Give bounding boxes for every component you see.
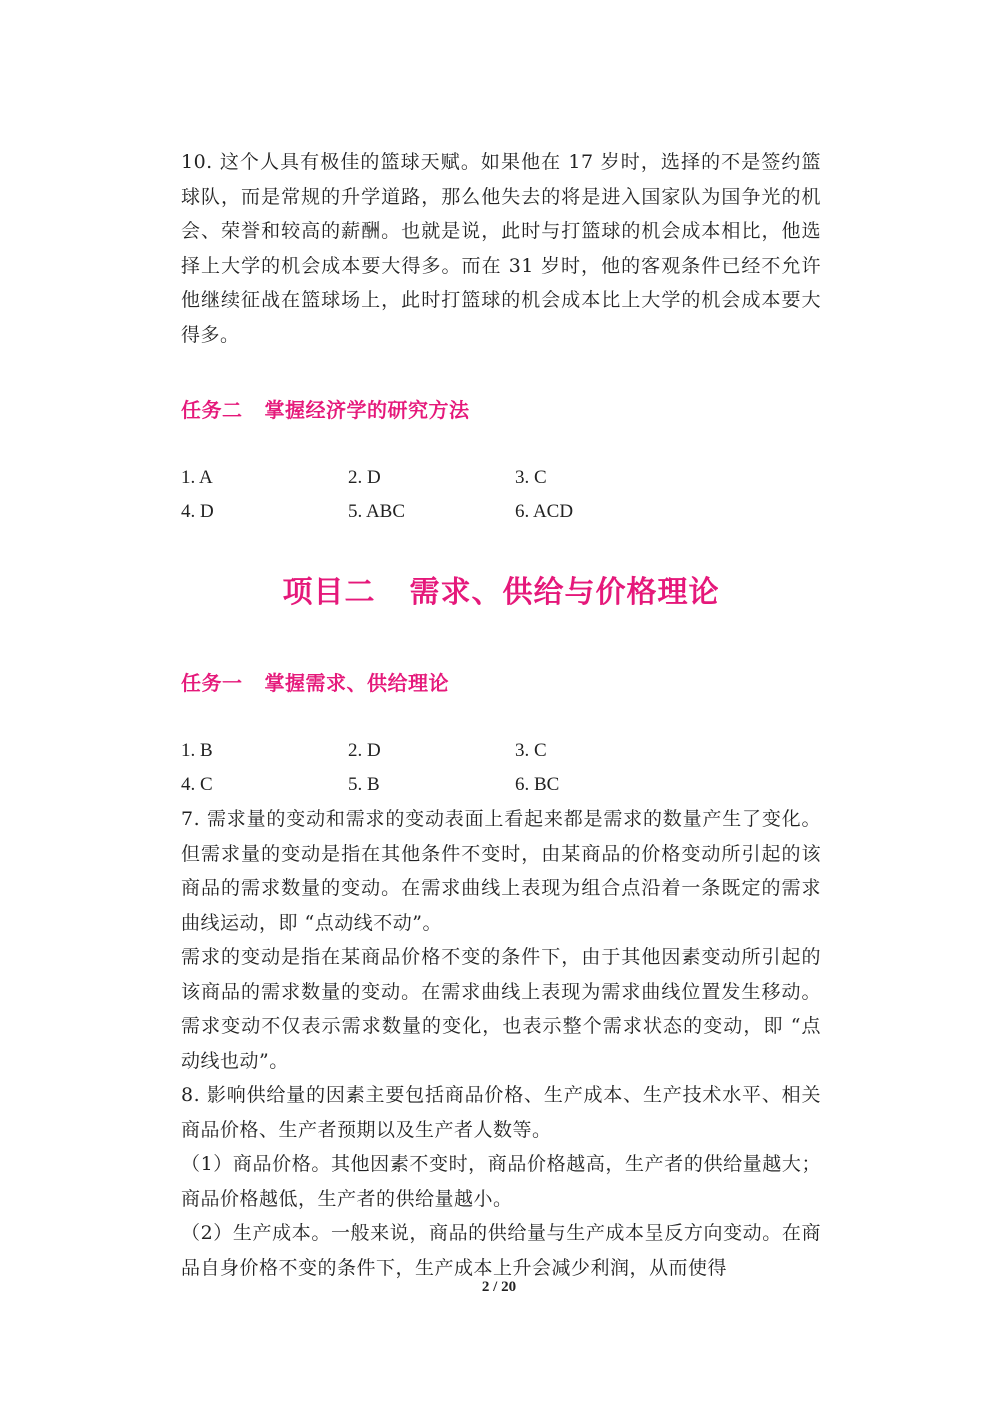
answer-item: 1. A [181, 467, 213, 488]
answer-item: 5. B [348, 774, 380, 795]
task-heading-1 [181, 667, 821, 696]
answer-item: 3. C [515, 467, 547, 488]
project-heading [181, 567, 821, 611]
task-heading-number: 任务二 [181, 398, 243, 422]
answer-grid-task1 [181, 734, 821, 802]
answer-item: 6. ACD [515, 501, 574, 522]
answer-item: 3. C [515, 740, 547, 761]
answer-item: 2. D [348, 740, 381, 761]
answer-paragraph-8-1: （1）商品价格。其他因素不变时，商品价格越高，生产者的供给量越大；商品价格越低，生产者的供给量越小。 [181, 1153, 821, 1210]
answer-paragraph-7: 7. 需求量的变动和需求的变动表面上看起来都是需求的数量产生了变化。但需求量的变动是指在其他条件不变时，由某商品的价格变动所引起的该商品的需求数量的变动。在需求曲线上表现为组合点沿着一条既定的需求曲线运动，即 “点动线不动”。 [181, 808, 821, 934]
project-heading-number: 项目二 [282, 575, 376, 610]
answer-paragraph-8: 8. 影响供给量的因素主要包括商品价格、生产成本、生产技术水平、相关商品价格、生产者预期以及生产者人数等。 [181, 1084, 821, 1141]
answer-item: 6. BC [515, 774, 560, 795]
task-heading-title: 掌握需求、供给理论 [264, 671, 449, 695]
answer-item: 4. D [181, 501, 214, 522]
task-heading-number: 任务一 [181, 671, 243, 695]
answer-item: 2. D [348, 467, 381, 488]
answer-item: 1. B [181, 740, 213, 761]
task-heading-title: 掌握经济学的研究方法 [264, 398, 470, 422]
page-number: 2 / 20 [481, 1279, 517, 1295]
answer-paragraph-7-cont: 需求的变动是指在某商品价格不变的条件下，由于其他因素变动所引起的该商品的需求数量的变动。在需求曲线上表现为需求曲线位置发生移动。需求变动不仅表示需求数量的变化，也表示整个需求状态的变动，即 “点动线也动”。 [181, 946, 821, 1072]
answer-paragraph-8-2: （2）生产成本。一般来说，商品的供给量与生产成本呈反方向变动。在商品自身价格不变的条件下，生产成本上升会减少利润，从而使得 [181, 1222, 821, 1279]
answer-item: 4. C [181, 774, 213, 795]
task-heading-2 [181, 394, 821, 423]
answer-item: 5. ABC [348, 501, 406, 522]
page-content [181, 145, 821, 1285]
project-heading-title: 需求、供给与价格理论 [409, 575, 720, 610]
answer-paragraph-10: 10. 这个人具有极佳的篮球天赋。如果他在 17 岁时，选择的不是签约篮球队，而是常规的升学道路，那么他失去的将是进入国家队为国争光的机会、荣誉和较高的薪酬。也就是说，此时与打篮球的机会成本相比，他选择上大学的机会成本要大得多。而在 31 岁时，他的客观条件已经不允许他继续征战在篮球场上，此时打篮球的机会成本比上大学的机会成本要大得多。 [181, 151, 821, 346]
answer-grid-task2 [181, 461, 821, 529]
